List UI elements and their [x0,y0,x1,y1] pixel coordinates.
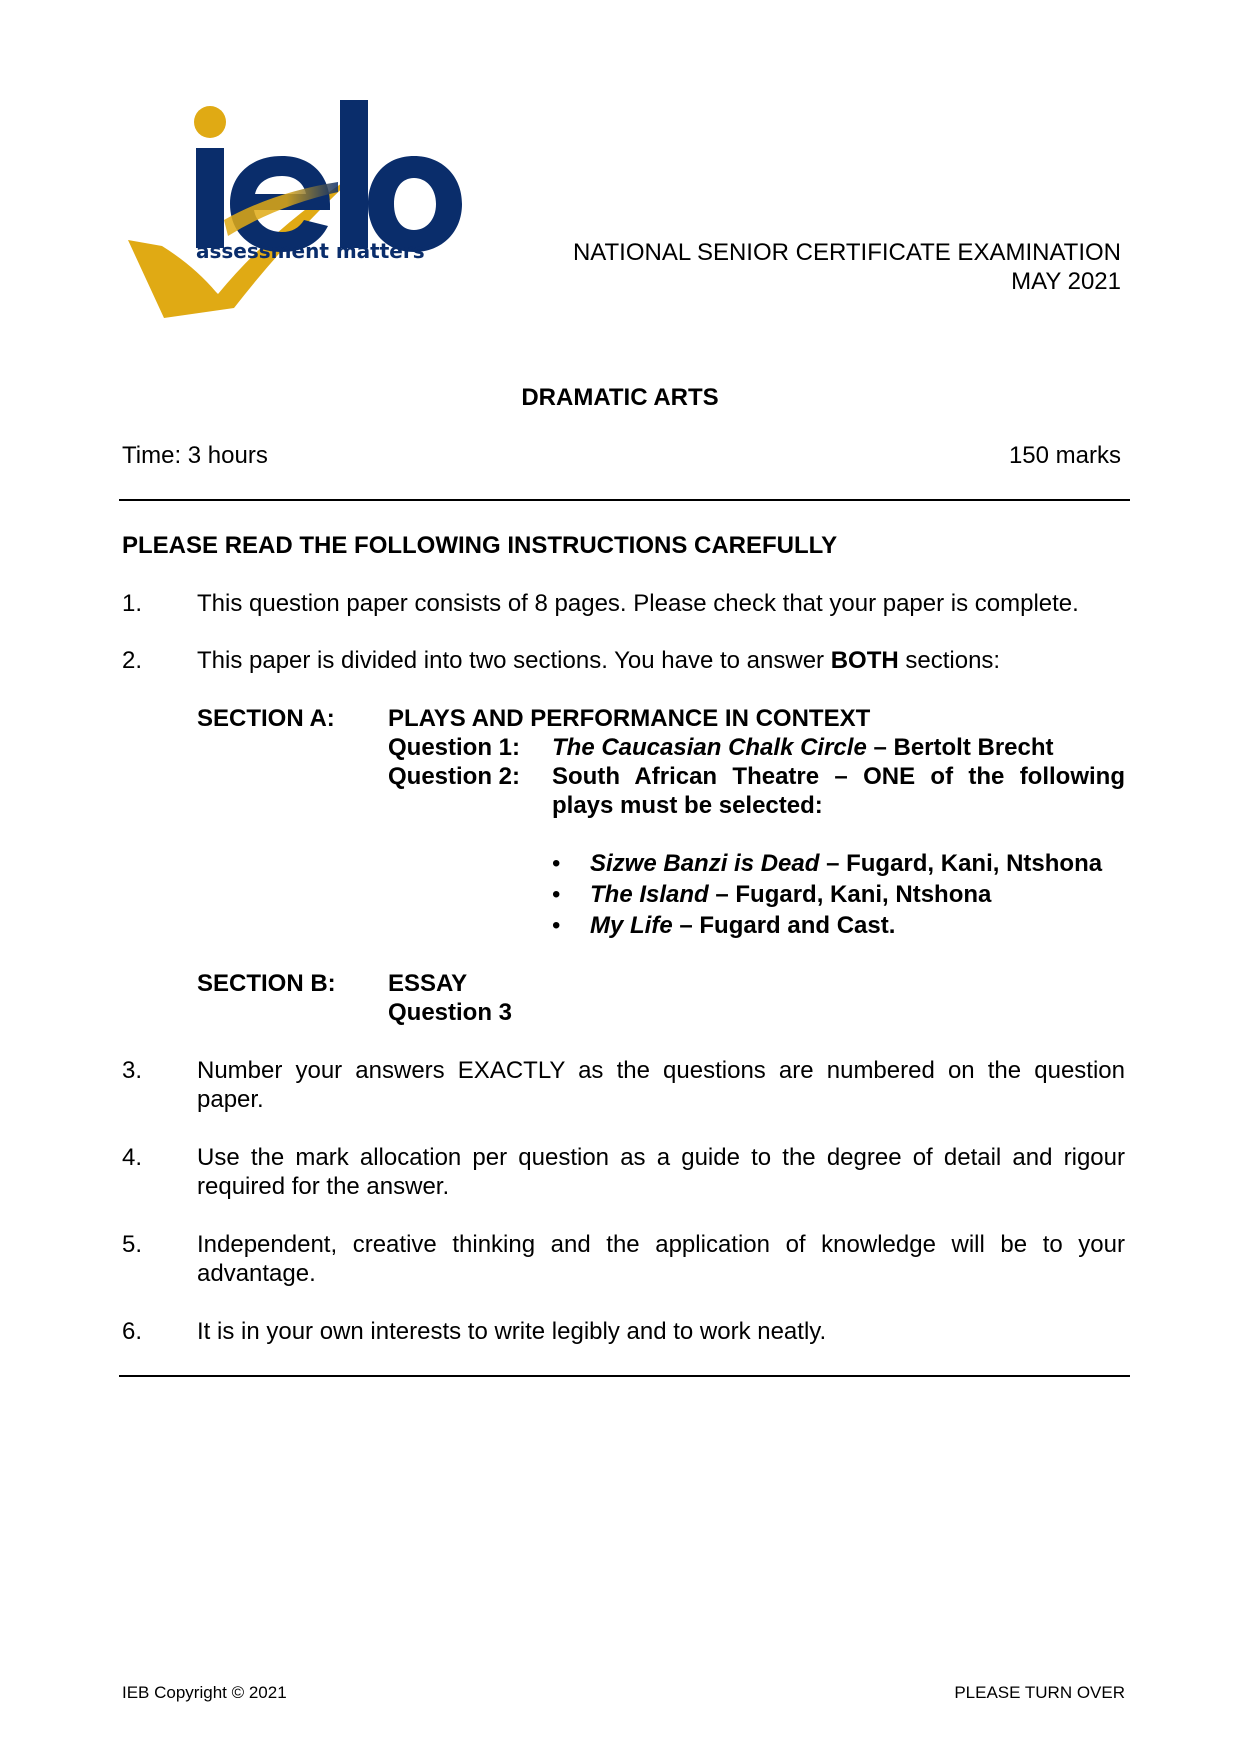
section-b-title: ESSAY [388,970,468,997]
total-marks: 150 marks [1008,442,1121,469]
bullet-2: • [552,881,561,908]
instruction-4-number: 4. [122,1144,143,1171]
footer-copyright: IEB Copyright © 2021 [122,1683,287,1702]
logo-tagline: assessment matters [196,239,425,263]
instruction-2-text-after: sections: [898,647,1001,674]
time-allowed: Time: 3 hours [122,442,268,469]
exam-title: NATIONAL SENIOR CERTIFICATE EXAMINATION [572,239,1121,266]
instruction-4-line-2: required for the answer. [197,1173,450,1200]
play-3-title: My Life [590,912,673,939]
instruction-5-line-2: advantage. [197,1260,316,1287]
question-2-label: Question 2: [388,763,521,790]
exam-date: MAY 2021 [1011,268,1121,295]
instructions-heading: PLEASE READ THE FOLLOWING INSTRUCTIONS CAREFULLY [122,532,838,559]
section-b-label: SECTION B: [197,970,336,997]
instruction-2-text [197,646,1130,675]
play-3-authors: – Fugard and Cast. [672,912,896,939]
question-1-text [552,733,1054,762]
subject-title: DRAMATIC ARTS [521,384,719,411]
instruction-1-number: 1. [122,590,143,617]
section-b-question: Question 3 [388,999,513,1026]
instruction-1-text: This question paper consists of 8 pages. Please check that your paper is complete. [197,590,1079,617]
instruction-3-line-2: paper. [197,1086,264,1113]
section-a-label: SECTION A: [197,705,335,732]
section-a-title: PLAYS AND PERFORMANCE IN CONTEXT [388,705,871,732]
play-1-title: Sizwe Banzi is Dead [590,850,820,877]
divider-top [119,499,1130,501]
play-2 [590,880,991,909]
question-2-line-1: South African Theatre – ONE of the following [552,763,1125,790]
instruction-4-line-1: Use the mark allocation per question as a guide to the degree of detail and rigour [197,1144,1125,1171]
instruction-5-number: 5. [122,1231,143,1258]
instruction-3-number: 3. [122,1057,143,1084]
question-2-line-2: plays must be selected: [552,792,823,819]
instruction-2-text-before: This paper is divided into two sections. You have to answer [197,647,831,674]
play-2-title: The Island [590,881,709,908]
play-1-authors: – Fugard, Kani, Ntshona [819,850,1103,877]
instruction-6-number: 6. [122,1318,143,1345]
question-1-author: – Bertolt Brecht [866,734,1054,761]
bullet-3: • [552,912,561,939]
question-1-play: The Caucasian Chalk Circle [552,734,867,761]
play-2-authors: – Fugard, Kani, Ntshona [708,881,992,908]
question-1-label: Question 1: [388,734,521,761]
instruction-2-number: 2. [122,647,143,674]
instruction-3-line-1: Number your answers EXACTLY as the questions are numbered on the question [197,1057,1125,1084]
bullet-1: • [552,850,561,877]
instruction-6-text: It is in your own interests to write legibly and to work neatly. [197,1318,827,1345]
instruction-2-text-bold: BOTH [830,647,899,674]
play-3 [590,911,895,940]
play-1 [590,849,1102,878]
instruction-5-line-1: Independent, creative thinking and the application of knowledge will be to your [197,1231,1125,1258]
divider-bottom [119,1375,1130,1377]
footer-turn-over: PLEASE TURN OVER [954,1683,1125,1702]
